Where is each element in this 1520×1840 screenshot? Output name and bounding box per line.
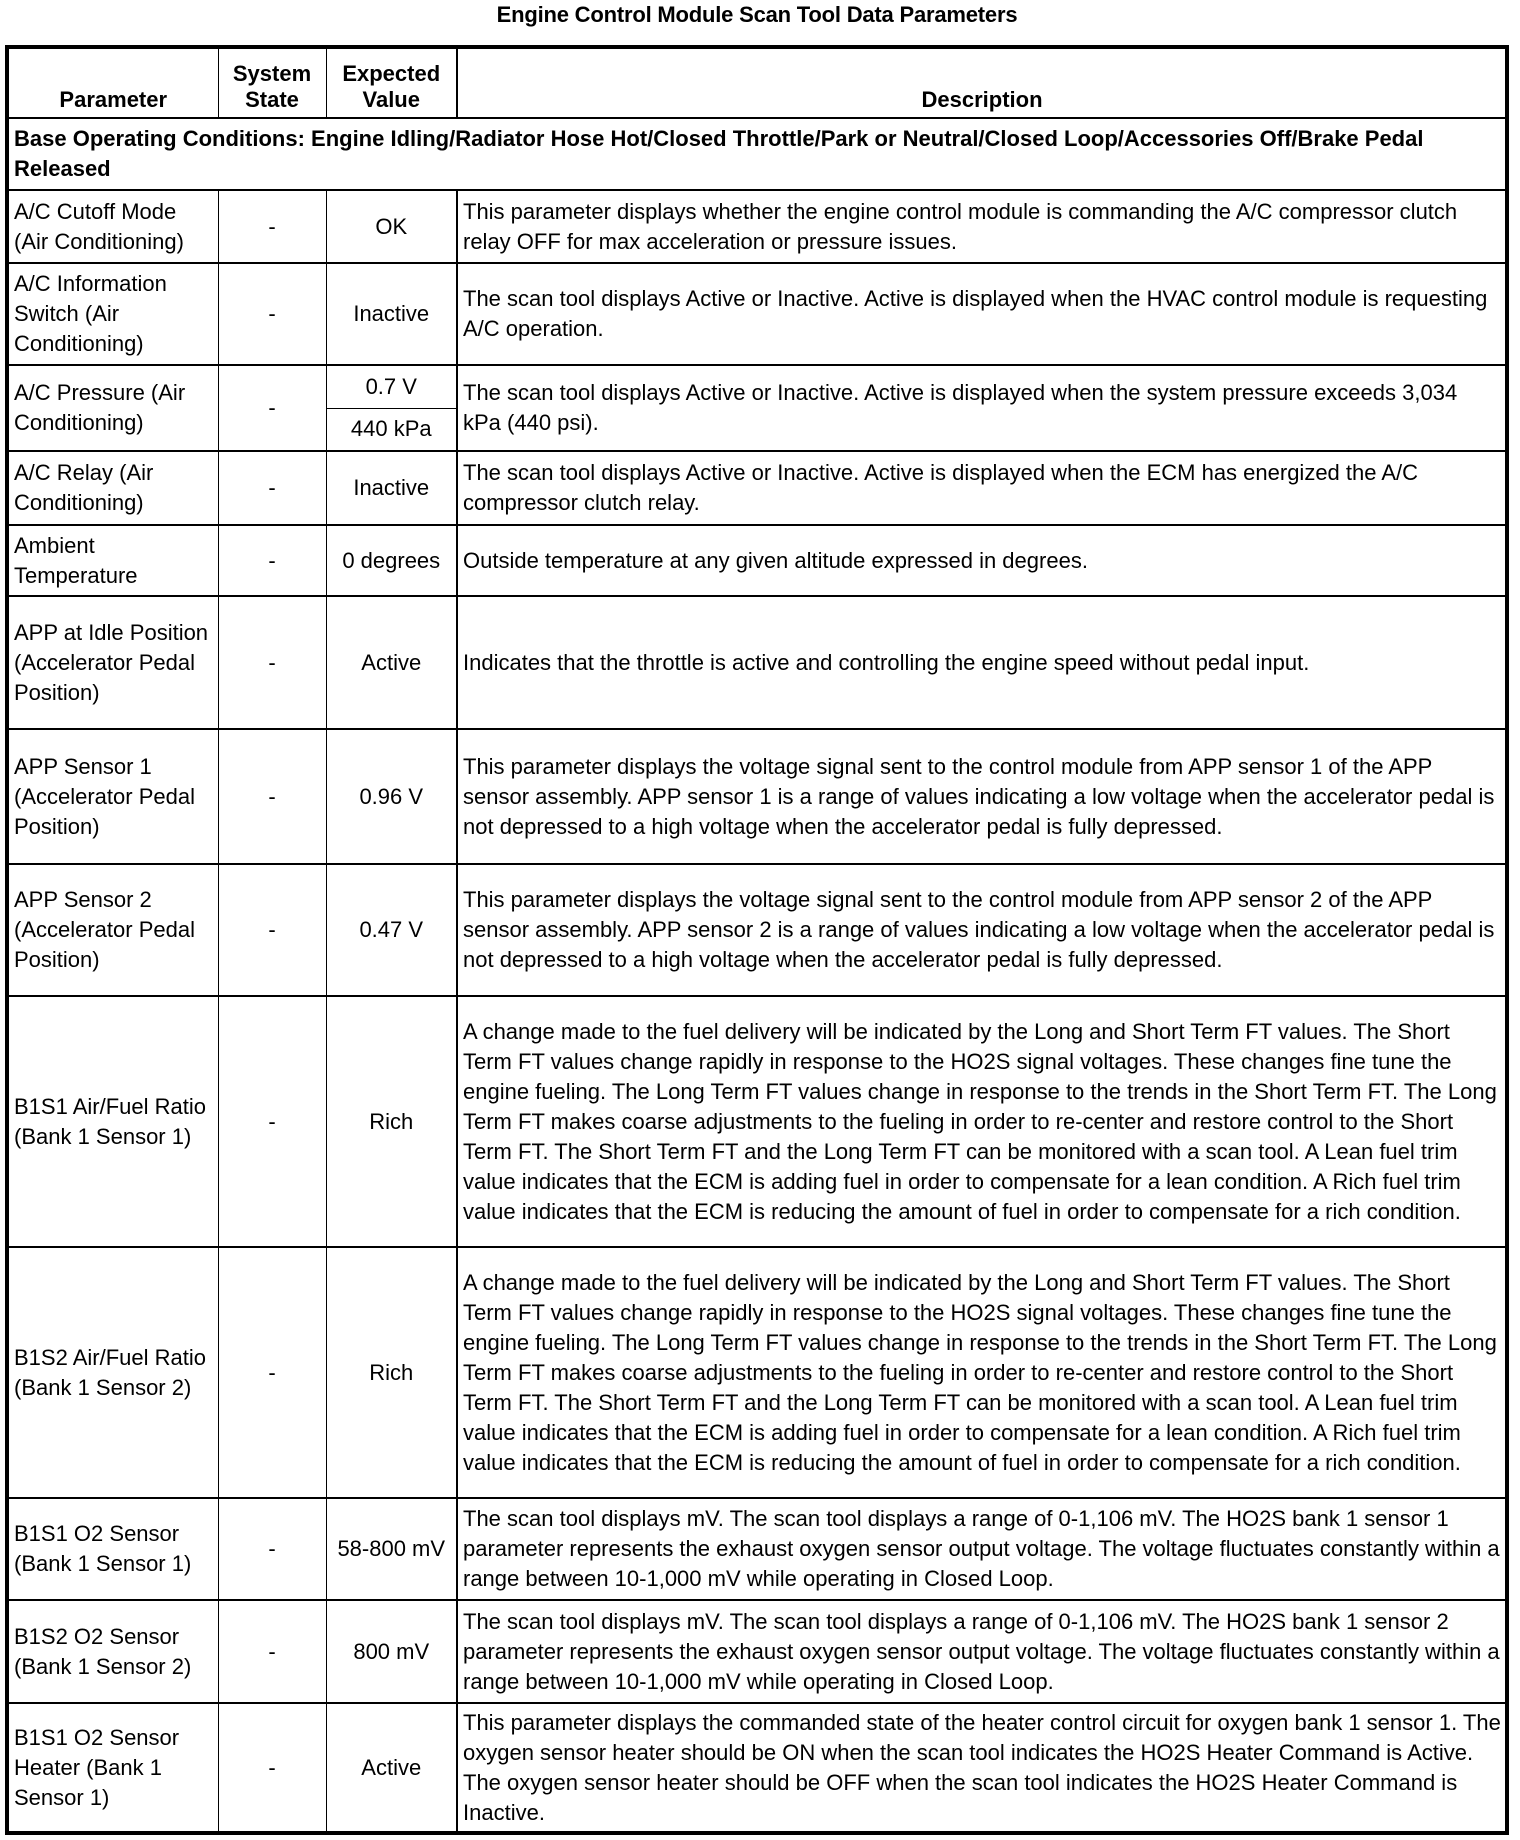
description: This parameter displays whether the engine control module is commanding the A/C compressor clutch relay OFF for max acceleration or pressure issues.	[457, 190, 1507, 263]
description: Outside temperature at any given altitude expressed in degrees.	[457, 525, 1507, 596]
system-state: -	[218, 1703, 326, 1833]
expected-value: 58-800 mV	[326, 1498, 457, 1600]
table-row	[7, 365, 1507, 451]
system-state: -	[218, 263, 326, 365]
expected-value-pressure: 440 kPa	[327, 408, 457, 451]
expected-value: 0.96 V	[326, 729, 457, 864]
param-name: A/C Information Switch (Air Conditioning)	[7, 263, 218, 365]
system-state: -	[218, 1498, 326, 1600]
expected-value-voltage: 0.7 V	[365, 373, 417, 399]
header-expected-value: Expected Value	[326, 47, 457, 118]
table-row	[7, 1498, 1507, 1600]
table-row	[7, 263, 1507, 365]
expected-value: OK	[326, 190, 457, 263]
param-name: B1S1 O2 Sensor Heater (Bank 1 Sensor 1)	[7, 1703, 218, 1833]
header-system-state: System State	[218, 47, 326, 118]
expected-value: Active	[326, 596, 457, 729]
expected-value: 0.47 V	[326, 864, 457, 996]
description: The scan tool displays Active or Inactive. Active is displayed when the ECM has energized the A/C compressor clutch relay.	[457, 451, 1507, 525]
expected-value: 0 degrees	[326, 525, 457, 596]
system-state: -	[218, 190, 326, 263]
description: The scan tool displays mV. The scan tool displays a range of 0-1,106 mV. The HO2S bank 1 sensor 1 parameter represents the exhaust oxygen sensor output voltage. The voltage fluctuates constantly within a range between 10-1,000 mV while operating in Closed Loop.	[457, 1498, 1507, 1600]
table-row	[7, 1703, 1507, 1833]
description: This parameter displays the commanded state of the heater control circuit for oxygen bank 1 sensor 1. The oxygen sensor heater should be ON when the scan tool indicates the HO2S Heater Command is Active. The oxygen sensor heater should be OFF when the scan tool indicates the HO2S Heater Command is Inactive.	[457, 1703, 1507, 1833]
system-state: -	[218, 365, 326, 451]
expected-value: 800 mV	[326, 1600, 457, 1703]
table-row	[7, 596, 1507, 729]
system-state: -	[218, 1247, 326, 1498]
description: A change made to the fuel delivery will be indicated by the Long and Short Term FT values. The Short Term FT values change rapidly in response to the HO2S signal voltages. These changes fine tune the engine fueling. The Long Term FT values change in response to the trends in the Short Term FT. The Long Term FT makes coarse adjustments to the fueling in order to re-center and restore control to the Short Term FT. The Short Term FT and the Long Term FT can be monitored with a scan tool. A Lean fuel trim value indicates that the ECM is adding fuel in order to compensate for a lean condition. A Rich fuel trim value indicates that the ECM is reducing the amount of fuel in order to compensate for a rich condition.	[457, 996, 1507, 1247]
table-row	[7, 729, 1507, 864]
table-row	[7, 1247, 1507, 1498]
table-row	[7, 1600, 1507, 1703]
param-name: A/C Cutoff Mode (Air Conditioning)	[7, 190, 218, 263]
expected-value: Inactive	[326, 451, 457, 525]
description: The scan tool displays Active or Inactive. Active is displayed when the system pressure exceeds 3,034 kPa (440 psi).	[457, 365, 1507, 451]
system-state: -	[218, 1600, 326, 1703]
param-name: B1S2 O2 Sensor (Bank 1 Sensor 2)	[7, 1600, 218, 1703]
table-row	[7, 996, 1507, 1247]
document-title: Engine Control Module Scan Tool Data Parameters	[496, 2, 1018, 27]
param-name: APP Sensor 2 (Accelerator Pedal Position)	[7, 864, 218, 996]
expected-value: Rich	[326, 996, 457, 1247]
system-state: -	[218, 729, 326, 864]
system-state: -	[218, 525, 326, 596]
header-description: Description	[457, 47, 1507, 118]
system-state: -	[218, 864, 326, 996]
param-name: B1S2 Air/Fuel Ratio (Bank 1 Sensor 2)	[7, 1247, 218, 1498]
description: The scan tool displays Active or Inactive. Active is displayed when the HVAC control module is requesting A/C operation.	[457, 263, 1507, 365]
table-row	[7, 525, 1507, 596]
description: This parameter displays the voltage signal sent to the control module from APP sensor 1 of the APP sensor assembly. APP sensor 1 is a range of values indicating a low voltage when the accelerator pedal is not depressed to a high voltage when the accelerator pedal is fully depressed.	[457, 729, 1507, 864]
param-name: A/C Pressure (Air Conditioning)	[7, 365, 218, 451]
scan-tool-data-table	[5, 45, 1509, 1835]
system-state: -	[218, 996, 326, 1247]
expected-value: Rich	[326, 1247, 457, 1498]
table-row	[7, 190, 1507, 263]
table-header-row	[7, 47, 1507, 118]
description: This parameter displays the voltage signal sent to the control module from APP sensor 2 of the APP sensor assembly. APP sensor 2 is a range of values indicating a low voltage when the accelerator pedal is not depressed to a high voltage when the accelerator pedal is fully depressed.	[457, 864, 1507, 996]
system-state: -	[218, 451, 326, 525]
description: The scan tool displays mV. The scan tool displays a range of 0-1,106 mV. The HO2S bank 1 sensor 2 parameter represents the exhaust oxygen sensor output voltage. The voltage fluctuates constantly within a range between 10-1,000 mV while operating in Closed Loop.	[457, 1600, 1507, 1703]
expected-value: Active	[326, 1703, 457, 1833]
param-name: A/C Relay (Air Conditioning)	[7, 451, 218, 525]
base-conditions: Base Operating Conditions: Engine Idling/Radiator Hose Hot/Closed Throttle/Park or Neutral/Closed Loop/Accessories Off/Brake Pedal Released	[7, 118, 1507, 190]
description: Indicates that the throttle is active and controlling the engine speed without pedal input.	[457, 596, 1507, 729]
expected-value: Inactive	[326, 263, 457, 365]
system-state: -	[218, 596, 326, 729]
param-name: B1S1 O2 Sensor (Bank 1 Sensor 1)	[7, 1498, 218, 1600]
expected-value-split	[326, 365, 457, 451]
param-name: APP Sensor 1 (Accelerator Pedal Position)	[7, 729, 218, 864]
table-row	[7, 864, 1507, 996]
header-parameter: Parameter	[7, 47, 218, 118]
param-name: APP at Idle Position (Accelerator Pedal Position)	[7, 596, 218, 729]
param-name: Ambient Temperature	[7, 525, 218, 596]
base-conditions-row	[7, 118, 1507, 190]
description: A change made to the fuel delivery will be indicated by the Long and Short Term FT values. The Short Term FT values change rapidly in response to the HO2S signal voltages. These changes fine tune the engine fueling. The Long Term FT values change in response to the trends in the Short Term FT. The Long Term FT makes coarse adjustments to the fueling in order to re-center and restore control to the Short Term FT. The Short Term FT and the Long Term FT can be monitored with a scan tool. A Lean fuel trim value indicates that the ECM is adding fuel in order to compensate for a lean condition. A Rich fuel trim value indicates that the ECM is reducing the amount of fuel in order to compensate for a rich condition.	[457, 1247, 1507, 1498]
param-name: B1S1 Air/Fuel Ratio (Bank 1 Sensor 1)	[7, 996, 218, 1247]
table-row	[7, 451, 1507, 525]
